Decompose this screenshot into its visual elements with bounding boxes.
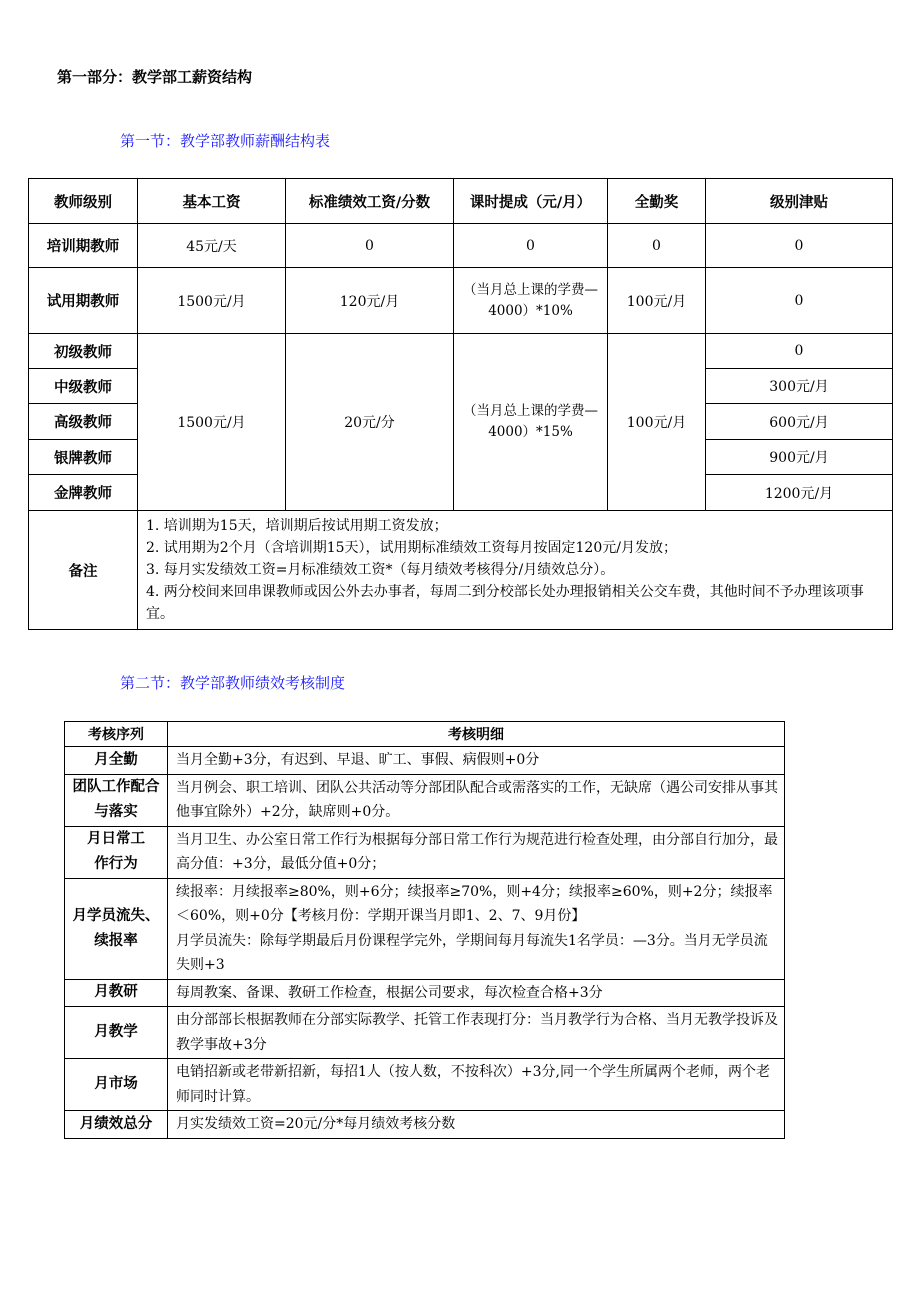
commission-cell: 0 <box>454 224 608 268</box>
detail-line: 月学员流失：除每学期最后月份课程学完外，学期间每月每流失1名学员：—3分。当月无学员流失则+3 <box>176 932 768 973</box>
base-salary-cell: 1500元/月 <box>138 268 286 334</box>
category-cell: 月学员流失、续报率 <box>65 878 168 979</box>
column-header: 级别津贴 <box>706 179 893 224</box>
attendance-cell: 0 <box>608 224 706 268</box>
note-item: 3. 每月实发绩效工资=月标准绩效工资*（每月绩效考核得分/月绩效总分）。 <box>146 562 615 578</box>
column-header: 基本工资 <box>138 179 286 224</box>
notes-cell <box>138 511 893 630</box>
table-row <box>65 826 785 878</box>
base-salary-cell: 45元/天 <box>138 224 286 268</box>
performance-assessment-table <box>64 721 785 1139</box>
section1-title: 第一节：教学部教师薪酬结构表 <box>120 132 331 150</box>
level-cell: 银牌教师 <box>29 440 138 475</box>
detail-cell: 当月全勤+3分，有迟到、早退、旷工、事假、病假则+0分 <box>168 747 785 775</box>
detail-cell: 电销招新或老带新招新，每招1人（按人数，不按科次）+3分,同一个学生所属两个老师，两个老师同时计算。 <box>168 1059 785 1111</box>
table-header-row <box>65 722 785 747</box>
section2-title: 第二节：教学部教师绩效考核制度 <box>120 674 346 692</box>
part-title: 第一部分：教学部工薪资结构 <box>57 68 253 86</box>
detail-cell <box>168 878 785 979</box>
allowance-cell: 0 <box>706 268 893 334</box>
category-cell: 月日常工作行为 <box>65 826 168 878</box>
table-header-row <box>29 179 893 224</box>
performance-cell: 0 <box>286 224 454 268</box>
column-header: 考核明细 <box>168 722 785 747</box>
category-cell: 月教研 <box>65 979 168 1007</box>
level-cell: 高级教师 <box>29 404 138 440</box>
note-item: 1. 培训期为15天，培训期后按试用期工资发放； <box>146 518 448 534</box>
column-header: 课时提成（元/月） <box>454 179 608 224</box>
table-row <box>29 334 893 369</box>
allowance-cell: 0 <box>706 334 893 369</box>
level-cell: 培训期教师 <box>29 224 138 268</box>
level-cell: 金牌教师 <box>29 475 138 511</box>
category-cell: 月教学 <box>65 1007 168 1059</box>
table-row <box>65 1111 785 1139</box>
note-item: 4. 两分校间来回串课教师或因公外去办事者，每周二到分校部长处办理报销相关公交车费，其他时间不予办理该项事宜。 <box>146 584 864 622</box>
detail-cell: 月实发绩效工资=20元/分*每月绩效考核分数 <box>168 1111 785 1139</box>
detail-cell: 当月卫生、办公室日常工作行为根据每分部日常工作行为规范进行检查处理，由分部自行加分，最高分值：+3分，最低分值+0分； <box>168 826 785 878</box>
note-item: 2. 试用期为2个月（含培训期15天），试用期标准绩效工资每月按固定120元/月发放； <box>146 540 677 556</box>
commission-cell: （当月总上课的学费—4000）*15% <box>454 334 608 511</box>
notes-label: 备注 <box>29 511 138 630</box>
category-cell: 团队工作配合与落实 <box>65 774 168 826</box>
category-cell: 月全勤 <box>65 747 168 775</box>
salary-structure-table <box>28 178 893 630</box>
allowance-cell: 900元/月 <box>706 440 893 475</box>
table-row <box>65 1059 785 1111</box>
table-row <box>65 878 785 979</box>
table-row <box>65 747 785 775</box>
attendance-cell: 100元/月 <box>608 334 706 511</box>
level-cell: 初级教师 <box>29 334 138 369</box>
column-header: 标准绩效工资/分数 <box>286 179 454 224</box>
category-cell: 月绩效总分 <box>65 1111 168 1139</box>
table-row <box>65 1007 785 1059</box>
allowance-cell: 0 <box>706 224 893 268</box>
table-row <box>65 774 785 826</box>
table-row <box>65 979 785 1007</box>
commission-cell: （当月总上课的学费—4000）*10% <box>454 268 608 334</box>
column-header: 全勤奖 <box>608 179 706 224</box>
allowance-cell: 300元/月 <box>706 369 893 404</box>
table-row <box>29 268 893 334</box>
detail-cell: 由分部部长根据教师在分部实际教学、托管工作表现打分：当月教学行为合格、当月无教学投诉及教学事故+3分 <box>168 1007 785 1059</box>
attendance-cell: 100元/月 <box>608 268 706 334</box>
performance-cell: 20元/分 <box>286 334 454 511</box>
allowance-cell: 600元/月 <box>706 404 893 440</box>
level-cell: 中级教师 <box>29 369 138 404</box>
detail-cell: 当月例会、职工培训、团队公共活动等分部团队配合或需落实的工作，无缺席（遇公司安排从事其他事宜除外）+2分，缺席则+0分。 <box>168 774 785 826</box>
column-header: 教师级别 <box>29 179 138 224</box>
performance-cell: 120元/月 <box>286 268 454 334</box>
table-row <box>29 224 893 268</box>
category-cell: 月市场 <box>65 1059 168 1111</box>
notes-row <box>29 511 893 630</box>
detail-cell: 每周教案、备课、教研工作检查，根据公司要求，每次检查合格+3分 <box>168 979 785 1007</box>
column-header: 考核序列 <box>65 722 168 747</box>
detail-line: 续报率：月续报率≥80%，则+6分；续报率≥70%，则+4分；续报率≥60%，则+2分；续报率＜60%，则+0分【考核月份：学期开课当月即1、2、7、9月份】 <box>176 883 773 924</box>
level-cell: 试用期教师 <box>29 268 138 334</box>
allowance-cell: 1200元/月 <box>706 475 893 511</box>
base-salary-cell: 1500元/月 <box>138 334 286 511</box>
